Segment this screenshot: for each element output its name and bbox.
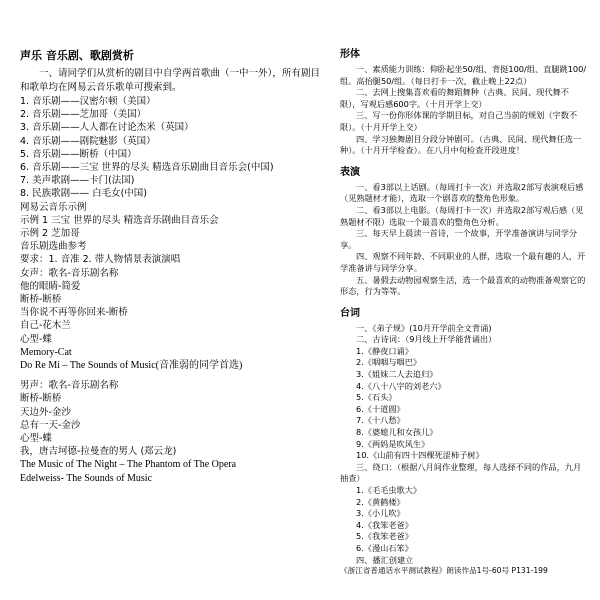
section-lines <box>340 307 588 577</box>
male-voice-heading: 男声：歌名-音乐剧名称 <box>20 380 119 392</box>
list-item: Do Re Mi – The Sounds of Music(音准弱的同学首选) <box>20 360 243 372</box>
section-line: 三、绕口：（根据八月间作业整理，每人选择不同的作品，九月抽查） <box>340 461 582 484</box>
playlist-heading: 网易云音乐示例 <box>20 201 87 213</box>
section-line: 9.《两妈是吹风生》 <box>356 438 430 449</box>
page-title: 声乐 音乐剧、歌剧赏析 <box>20 49 134 62</box>
section-line: 5.《石头》 <box>356 392 397 403</box>
section-line: 二、古诗词：（9月线上开学能背诵出） <box>356 334 497 345</box>
section-line: 3.《小儿吹》 <box>356 508 405 519</box>
list-item: Memory-Cat <box>20 346 72 358</box>
section-line: 四、播汇创建立 <box>356 554 414 565</box>
reference-footer: 《浙江省普通话水平测试教程》朗读作品1号-60号 P131-199 <box>340 566 548 576</box>
section-line: 4.《八十八字的刘老六》 <box>356 380 446 391</box>
repertoire-list <box>20 95 320 201</box>
section-heading: 表演 <box>340 166 360 178</box>
list-item: 4. 音乐剧——剧院魅影（英国） <box>20 135 156 147</box>
list-item: 总有一天-金沙 <box>20 419 81 431</box>
section-line: 6.《十道圆》 <box>356 403 405 414</box>
list-item: 心型-蝶 <box>20 333 52 345</box>
right-column <box>340 48 588 577</box>
section-line: 一、看3部以上话剧。（每周打卡一次）并选取2部写表演观后感（见熟题材才能），选取一个剧喜欢的整角色形象。 <box>340 181 584 204</box>
section-line: 1.《静夜口诵》 <box>356 345 413 356</box>
list-item: 1. 音乐剧——汉密尔顿（美国） <box>20 96 156 107</box>
list-item: 自己-花木兰 <box>20 320 71 332</box>
selection-heading: 音乐剧选曲参考 <box>20 241 87 253</box>
section-line: 一、素质能力训练：仰卧起坐50/组、背挺100/组、直腿跳100/组。高抬腿50/组。（每日打卡一次，截止晚上22点） <box>340 64 587 86</box>
list-item: 示例 2 芝加哥 <box>20 228 80 240</box>
list-item: 5. 音乐剧——断桥（中国） <box>20 148 137 160</box>
section-line: 6.《漫山石笨》 <box>356 542 413 553</box>
section-line: 四、学习独舞剧目分段分钟剧可。（古典、民间、现代舞任选一种）。（十月开学检查）。在八月中旬检查开段进度！ <box>340 133 582 156</box>
section-line: 五、暑假去动物园观察生活，选一个最喜欢的动物准备观察它的形态，行为等等。 <box>340 274 586 297</box>
list-item: 3. 音乐剧——人人都在讨论杰米（英国） <box>20 122 194 134</box>
list-item: 8. 民族歌剧—— 白毛女(中国) <box>20 188 148 200</box>
section-line: 2.《黄鹤楼》 <box>356 496 405 507</box>
section-line: 7.《十八愁》 <box>356 415 405 426</box>
section-line: 四、观察不同年龄、不同职业的人群，选取一个最有趣的人，开学准备讲与同学分享。 <box>340 251 586 273</box>
section-line: 3.《姐妹二人去追归》 <box>356 369 438 380</box>
intro-paragraph: 一、请同学们从赏析的剧目中自学两首歌曲（一中一外），所有剧目和歌单均在网易云音乐歌单可搜索到。 <box>20 68 320 93</box>
list-item: 心型-蝶 <box>20 433 52 445</box>
list-item: The Music of The Night – The Phantom of The Opera <box>20 459 237 471</box>
spacer <box>20 372 320 379</box>
list-item: 他的眼睛-简爱 <box>20 280 81 292</box>
left-column <box>20 48 320 485</box>
list-item: 6. 音乐剧——三宝 世界的尽头 精选音乐剧曲目音乐会(中国) <box>20 162 274 174</box>
section-line: 三、写一份你形体课的学期目标，对自己当前的规划（字数不限）。（十月开学上交） <box>340 110 578 132</box>
section-line: 1.《毛毛虫歌大》 <box>356 485 422 495</box>
list-item: 示例 1 三宝 世界的尽头 精选音乐剧曲目音乐会 <box>20 214 219 226</box>
section-line: 三、每天早上晨读一首诗，一个故事，开学准备演讲与同学分享。 <box>340 228 578 250</box>
section-line: 2.《咽咽与咽巴》 <box>356 357 422 368</box>
spacer <box>340 157 588 166</box>
section-performance <box>340 166 588 298</box>
section-line: 10.《山前有四十四棵死涩柿子树》 <box>356 450 484 461</box>
section-line: 8.《婆媳儿和女孩儿》 <box>356 427 438 438</box>
list-item: 7. 美声歌剧——卡门(法国) <box>20 175 135 187</box>
section-line: 二、去网上搜集喜欢看的舞蹈舞种（古典、民间、现代舞不限），写观后感600字。（十月开学上交） <box>340 87 569 109</box>
section-heading: 形体 <box>340 49 360 60</box>
spacer <box>340 298 588 307</box>
list-item: 断桥-断桥 <box>20 294 62 306</box>
section-line: 5.《我笨老爸》 <box>356 531 413 542</box>
list-item: 天边外-金沙 <box>20 406 71 418</box>
female-voice-heading: 女声：歌名-音乐剧名称 <box>20 267 119 279</box>
list-item: 2. 音乐剧——芝加哥（美国） <box>20 109 147 121</box>
section-line: 4.《我笨老爸》 <box>356 519 413 530</box>
section-heading: 台词 <box>340 307 360 319</box>
section-physique <box>340 48 588 157</box>
list-item: 我，唐吉坷德-拉曼查的男人 (郑云龙) <box>20 446 177 458</box>
section-line: 一、《弟子规》(10月开学前全文背诵) <box>356 322 492 333</box>
requirement-line: 要求：1. 音准 2. 带人物情景表演演唱 <box>20 254 181 266</box>
list-item: Edelweiss- The Sounds of Music <box>20 472 153 484</box>
female-song-list <box>20 280 320 372</box>
male-song-list <box>20 392 320 484</box>
section-line: 二、看3部以上电影。（每周打卡一次）并选取2部写观后感（见熟题材不限）选取一个最喜欢的整角色分析。 <box>340 204 584 227</box>
list-item: 当你说不再等你回来-断桥 <box>20 307 128 319</box>
list-item: 断桥-断桥 <box>20 393 62 405</box>
